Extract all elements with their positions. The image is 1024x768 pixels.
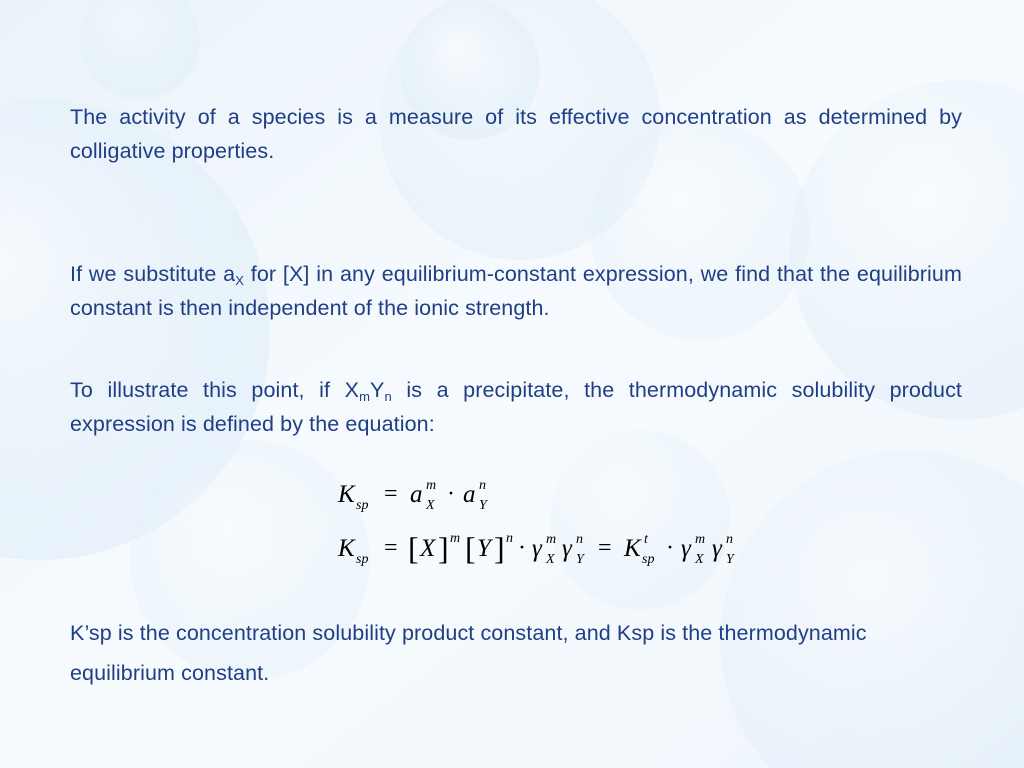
eq2-k-prime-sub: sp xyxy=(642,552,655,567)
eq2-gamma-2-sup: n xyxy=(576,532,583,547)
eq2-left-bracket-1: [ xyxy=(408,530,419,566)
eq1-k: K xyxy=(338,481,355,508)
eq1-a2-sub: Y xyxy=(479,498,487,513)
solubility-equations xyxy=(332,470,762,580)
eq2-gamma-4-sub: Y xyxy=(726,552,734,567)
subscript-x: X xyxy=(235,273,244,288)
paragraph-ksp-definitions xyxy=(70,613,962,693)
eq2-dot-1: · xyxy=(518,535,526,561)
paragraph-substitute-text-2: for [X] in any equilibrium-constant expression, we find that the equilibrium constant is then independent of the ionic strength. xyxy=(70,262,962,320)
paragraph-substitute-text-1: If we substitute a xyxy=(70,262,236,286)
eq1-a2: a xyxy=(463,481,476,508)
paragraph-illustrate xyxy=(70,373,962,441)
eq2-k-prime-sup: t xyxy=(644,532,648,547)
eq2-x: X xyxy=(420,535,436,562)
eq1-a1-sub: X xyxy=(426,498,435,513)
eq2-y: Y xyxy=(477,535,491,562)
eq2-gamma-3-sub: X xyxy=(695,552,704,567)
eq2-gamma-1-sub: X xyxy=(546,552,555,567)
subscript-n: n xyxy=(384,389,392,404)
eq2-equals-2: = xyxy=(598,535,612,561)
eq2-sup-m: m xyxy=(450,531,461,546)
paragraph-illustrate-text-1: To illustrate this point, if X xyxy=(70,378,360,402)
paragraph-activity-text: The activity of a species is a measure of its effective concentration as determined by colligative properties. xyxy=(70,105,962,163)
eq2-gamma-2-sub: Y xyxy=(576,552,584,567)
eq1-a1: a xyxy=(410,481,423,508)
eq2-gamma-2: γ xyxy=(562,535,572,562)
eq2-right-bracket-2: ] xyxy=(494,530,505,566)
eq2-gamma-3: γ xyxy=(681,535,691,562)
eq2-right-bracket-1: ] xyxy=(438,530,449,566)
equation-ksp-activity-coefficients xyxy=(337,530,736,567)
eq2-gamma-3-sup: m xyxy=(695,532,706,547)
paragraph-illustrate-text-3: is a precipitate, the thermodynamic solubility product expression is defined by the equation: xyxy=(70,378,962,436)
eq2-k-prime: K xyxy=(624,535,641,562)
paragraph-ksp-definitions-text: K’sp is the concentration solubility product constant, and Ksp is the thermodynamic equilibrium constant. xyxy=(70,621,867,685)
eq2-gamma-4: γ xyxy=(712,535,722,562)
eq2-sp: sp xyxy=(356,552,369,567)
paragraph-illustrate-text-2: Y xyxy=(370,378,385,402)
paragraph-activity xyxy=(70,100,962,168)
eq2-k: K xyxy=(338,535,355,562)
eq2-equals: = xyxy=(384,535,398,561)
eq1-equals: = xyxy=(384,481,398,507)
eq2-gamma-1: γ xyxy=(532,535,542,562)
eq2-gamma-1-sup: m xyxy=(546,532,557,547)
eq1-a2-sup: n xyxy=(479,478,486,493)
eq2-gamma-4-sup: n xyxy=(726,532,733,547)
eq1-sp: sp xyxy=(356,498,369,513)
eq2-dot-2: · xyxy=(666,535,674,561)
eq2-left-bracket-2: [ xyxy=(465,530,476,566)
eq1-dot: · xyxy=(447,481,455,507)
equation-ksp-activity xyxy=(337,478,489,513)
paragraph-substitute xyxy=(70,257,962,325)
subscript-m: m xyxy=(359,389,370,404)
eq1-a1-sup: m xyxy=(426,478,437,493)
eq2-sup-n: n xyxy=(506,531,513,546)
